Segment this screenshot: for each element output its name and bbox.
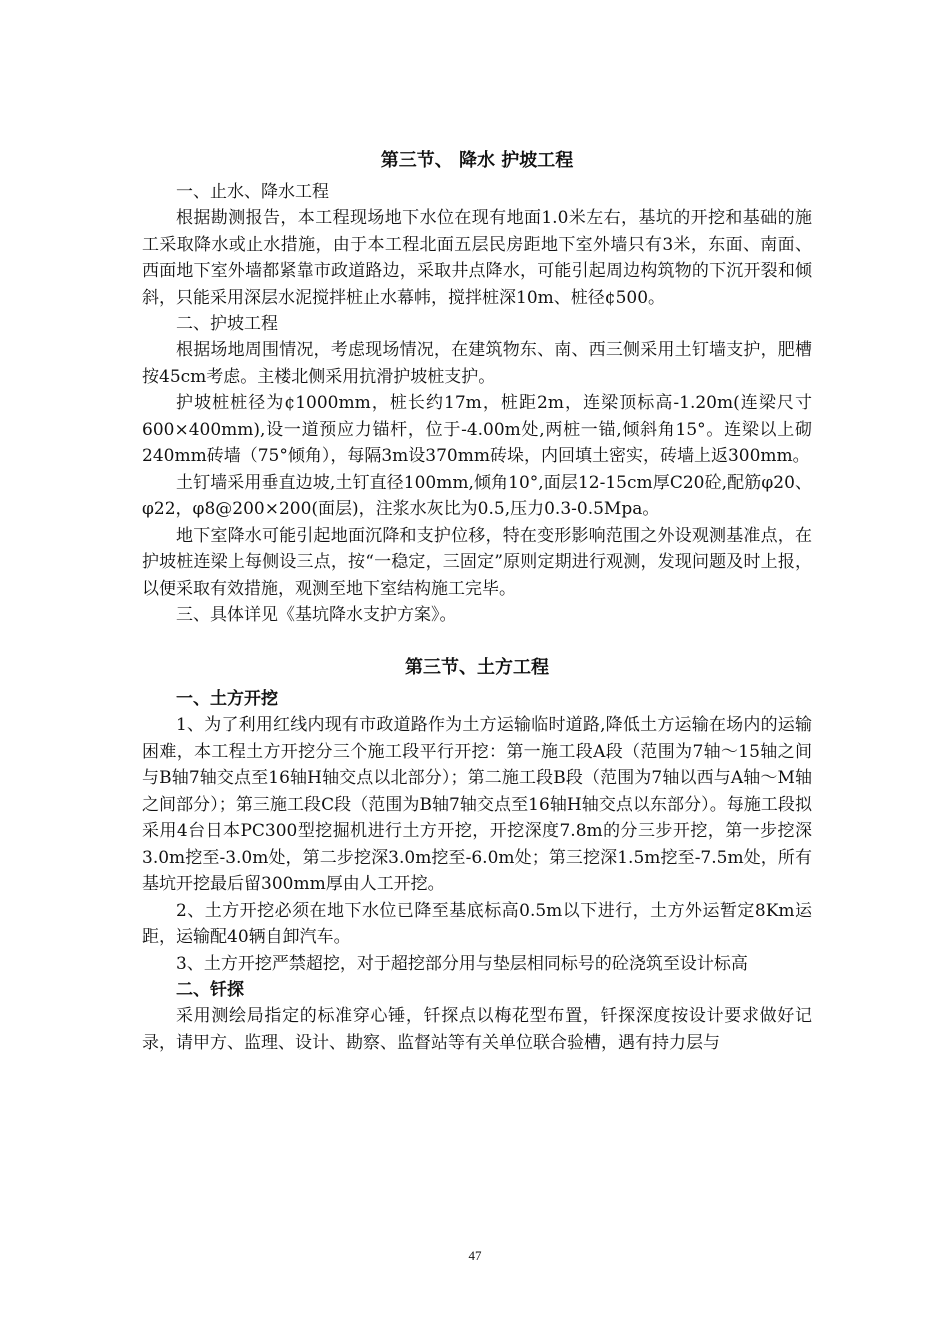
section-title: 第三节、土方工程 [405,657,549,678]
document-page [142,143,812,1056]
subheading: 一、止水、降水工程 [176,182,329,202]
subheading: 一、土方开挖 [176,689,278,709]
paragraph: 采用测绘局指定的标准穿心锤，钎探点以梅花型布置，钎探深度按设计要求做好记录，请甲方、监理、设计、勘察、监督站等有关单位联合验槽，遇有持力层与 [142,1006,812,1053]
paragraph: 根据场地周围情况，考虑现场情况，在建筑物东、南、西三侧采用土钉墙支护，肥槽按45cm考虑。主楼北侧采用抗滑护坡桩支护。 [142,340,812,387]
section-title: 第三节、 降水 护坡工程 [380,150,574,171]
subheading: 三、具体详见《基坑降水支护方案》。 [176,605,457,625]
page-number: 47 [468,1248,482,1263]
subheading: 二、钎探 [176,980,244,1000]
section-gap [142,628,812,650]
paragraph: 3、土方开挖严禁超挖，对于超挖部分用与垫层相同标号的砼浇筑至设计标高 [176,953,748,974]
paragraph: 1、为了利用红线内现有市政道路作为土方运输临时道路,降低土方运输在场内的运输困难，本工程土方开挖分三个施工段平行开挖：第一施工段A段（范围为7轴～15轴之间与B轴7轴交点至16轴H轴交点以北部分）；第二施工段B段（范围为7轴以西与A轴～M轴之间部分）；第三施工段C段（范围为B轴7轴交点至16轴H轴交点以东部分）。每施工段拟采用4台日本PC300型挖掘机进行土方开挖，开挖深度7.8m的分三步开挖，第一步挖深3.0m挖至-3.0m处，第二步挖深3.0m挖至-6.0m处；第三挖深1.5m挖至-7.5m处，所有基坑开挖最后留300mm厚由人工开挖。 [142,715,812,894]
paragraph: 根据勘测报告，本工程现场地下水位在现有地面1.0米左右，基坑的开挖和基础的施工采取降水或止水措施，由于本工程北面五层民房距地下室外墙只有3米，东面、南面、西面地下室外墙都紧靠市政道路边，采取井点降水，可能引起周边构筑物的下沉开裂和倾斜，只能采用深层水泥搅拌桩止水幕帏，搅拌桩深10m、桩径¢500。 [142,208,812,308]
paragraph: 土钉墙采用垂直边坡,土钉直径100mm,倾角10°,面层12-15cm厚C20砼,配筋φ20、φ22，φ8@200×200(面层)，注浆水灰比为0.5,压力0.3-0.5Mpa。 [142,472,812,519]
paragraph: 2、土方开挖必须在地下水位已降至基底标高0.5m以下进行，土方外运暂定8Km运距，运输配40辆自卸汽车。 [142,900,812,947]
subheading: 二、护坡工程 [176,314,278,334]
paragraph: 护坡桩桩径为¢1000mm，桩长约17m，桩距2m，连梁顶标高-1.20m(连梁尺寸600×400mm),设一道预应力锚杆，位于-4.00m处,两桩一锚,倾斜角15°。连梁以上砌240mm砖墙（75°倾角），每隔3m设370mm砖垛，内回填土密实，砖墙上返300mm。 [142,393,812,466]
paragraph: 地下室降水可能引起地面沉降和支护位移，特在变形影响范围之外设观测基准点，在护坡桩连梁上每侧设三点，按“一稳定，三固定”原则定期进行观测，发现问题及时上报，以便采取有效措施，观测至地下室结构施工完毕。 [142,525,812,599]
